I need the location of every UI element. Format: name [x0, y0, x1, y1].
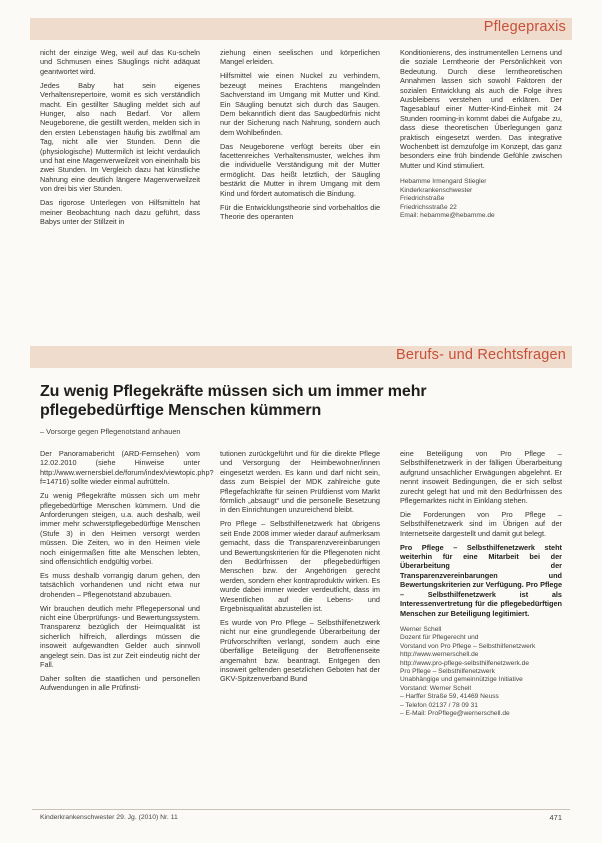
contact-line: Pro Pflege – Selbsthilfenetzwerk: [400, 667, 495, 675]
paragraph: Konditionierens, des instrumentellen Lernens und die soziale Lerntheorie der Persönlichkeit von Bedeutung. Durch diese lerntheoretischen Annahmen lassen sich sowohl Faktoren der sozialen Entwicklung als auch die Folge ihres Ausbleibens verstehen und erklären. Der Tagesablauf einer Mutter-Kind-Einheit mit 24 Stunden rooming-in kommt dabei die Aufgabe zu, dass diese theoretischen Überlegungen ganz praktisch eingesetzt werden. Das integrative Wochenbett ist demzufolge im Konzept, das ganz besonders eine früh bindende Gefühle zwischen Mutter und Kind stimuliert.: [400, 48, 562, 170]
headline-line: pflegebedürftige Menschen kümmern: [40, 402, 322, 419]
article-column-3: [400, 449, 562, 718]
section-header-band-top: [30, 18, 572, 40]
top-column-2: [220, 48, 380, 226]
article-subline: – Vorsorge gegen Pflegenotstand anhauen: [40, 427, 181, 436]
address-line: Friedrichsstraße 22: [400, 203, 457, 211]
paragraph: Zu wenig Pflegekräfte müssen sich um mehr pflegebedürftige Menschen kümmern. Und die Anforderungen steigen, u.a. auch deshalb, weil immer mehr schwerstpflegebedürftige Menschen (Stufe 3) in den Heimen versorgt werden müssen. Die Zeiten, wo in den Heimen viele noch einigermaßen fitte alte Menschen lebten, sind offensichtlich endgültig vorbei.: [40, 491, 200, 566]
paragraph-emphasis: Pro Pflege – Selbsthilfenetzwerk steht weiterhin für eine Mitarbeit bei der Überarbeitung der Transparenzvereinbarungen und Bewertungskriterien zur Verfügung. Pro Pflege – Selbsthilfenetzwerk ist als Interessenvertretung für die pflegebedürftigen Menschen zur Beteiligung legitimiert.: [400, 542, 562, 618]
contact-line: Werner Schell: [400, 625, 442, 633]
section-title-top: Pflegepraxis: [483, 19, 566, 35]
contact-line: Dozent für Pflegerecht und: [400, 634, 479, 642]
paragraph: Das rigorose Unterlegen von Hilfsmitteln hat meiner Beobachtung nach dazu geführt, dass Babys unter der Stillzeit in: [40, 198, 200, 226]
top-column-1: [40, 48, 200, 231]
journal-citation: Kinderkrankenschwester 29. Jg. (2010) Nr. 11: [40, 814, 178, 821]
paragraph: Es muss deshalb vorrangig darum gehen, den tatsächlich vorhandenen und nicht etwa nur drohenden – Pflegenotstand abzubauen.: [40, 570, 200, 599]
contact-line: – Telefon 02137 / 78 09 31: [400, 701, 478, 709]
paragraph: Die Forderungen von Pro Pflege – Selbsthilfenetzwerk sind im Übrigen auf der Internetseite dargestellt und damit gut belegt.: [400, 509, 562, 538]
contact-line: Unabhängige und gemeinnützige Initiative: [400, 676, 523, 684]
paragraph: nicht der einzige Weg, weil auf das Ku-scheln und Schmusen eines Säuglings nicht adäquat geantwortet wird.: [40, 48, 200, 76]
article-headline: [40, 382, 560, 420]
paragraph: Das Neugeborene verfügt bereits über ein facettenreiches Verhaltensmuster, welches ihm die individuelle Verständigung mit der Mutter ermöglicht. Das heißt letztlich, der Säugling bestärkt die Mutter in ihrem Umgang mit dem Kind und fördert automatisch die Bindung.: [220, 141, 380, 198]
paragraph: Jedes Baby hat sein eigenes Verhaltensrepertoire, womit es sich verständlich macht. Ein gestillter Säugling meldet sich auf Hunger, also nach Bedarf. Vor allem Neugeborene, die gestillt werden, melden sich in den ersten Lebenstagen häufig bis zwölfmal am Tag, nicht alle vier Stunden. Denn die (physiologische) Muttermilch ist leicht verdaulich und hat eine Magenverweilzeit von eineinhalb bis zwei Stunden. Im Vergleich dazu hat künstliche Nahrung eine deutlich längere Magenverweilzeit von drei bis vier Stunden.: [40, 80, 200, 194]
paragraph: ziehung einen seelischen und körperlichen Mangel erleiden.: [220, 48, 380, 67]
paragraph: Hilfsmittel wie einen Nuckel zu verhindern, bezeugt meines Erachtens mangelnden Sachverstand im Umgang mit Mutter und Kind. Ein Säugling benutzt sich durch das Saugen. Dem bekanntlich dient das Saugbedürfnis nicht nur der Sicherung nach Nahrung, sondern auch dem Wohlbefinden.: [220, 71, 380, 137]
address-line: Kinderkrankenschwester: [400, 186, 473, 194]
contact-link[interactable]: http://www.pro-pflege-selbsthilfenetzwerk.de: [400, 659, 530, 667]
contact-link[interactable]: – E-Mail: ProPflege@wernerschell.de: [400, 709, 510, 717]
author-contact: [400, 626, 562, 718]
paragraph: tutionen zurückgeführt und für die direkte Pflege und Versorgung der Heimbewohner/innen eingesetzt werden. Es kann und darf nicht sein, dass zum Beispiel der MDK zahlreiche gute Pflegefachkräfte für seinen Prüfdienst vom Markt förmlich „absaugt“ und die personelle Besetzung in den Einrichtungen unzureichend bleibt.: [220, 449, 380, 515]
address-line: Friedrichstraße: [400, 195, 445, 203]
footer-divider: [32, 809, 570, 810]
paragraph: Daher sollten die staatlichen und personellen Aufwendungen in alle Prüfinsti-: [40, 673, 200, 693]
contact-line: – Harffer Straße 59, 41469 Neuss: [400, 693, 499, 701]
headline-line: Zu wenig Pflegekräfte müssen sich um immer mehr: [40, 383, 427, 400]
section-title-bottom: Berufs- und Rechtsfragen: [395, 347, 566, 363]
paragraph: Es wurde von Pro Pflege – Selbsthilfenetzwerk nicht nur eine grundlegende Überarbeitung der Prüfvorschriften verlangt, sondern auch eine überfällige Beteiligung der Betroffenenseite angemahnt bzw. beantragt. Entgegen den insoweit geltenden gesetzlichen Geboten hat der GKV-Spitzenverband Bund: [220, 617, 380, 684]
paragraph: Der Panoramabericht (ARD-Fernsehen) vom 12.02.2010 (siehe Hinweise unter http://www.wernersbiel.de/forum/index/viewtopic.php?f=14716) sollte wieder einmal aufrütteln.: [40, 449, 214, 487]
paragraph: Pro Pflege – Selbsthilfenetzwerk hat übrigens seit Ende 2008 immer wieder darauf aufmerksam gemacht, dass die Transparenzvereinbarungen und Bewertungskriterien für die Pflegenoten nicht den Bedürfnissen der pflegebedürftigen Menschen bzw. der Angehörigen gerecht werden, sondern eher kontraproduktiv wirken. Es wurde dabei immer wieder verdeutlicht, dass im Wesentlichen auf die Lebens- und Ergebnisqualität abzustellen ist.: [220, 519, 380, 613]
page-number: 471: [549, 813, 562, 822]
address-line: Email: hebamme@hebamme.de: [400, 211, 495, 219]
address-line: Hebamme Irmengard Stiegler: [400, 178, 487, 186]
paragraph: eine Beteiligung von Pro Pflege – Selbsthilfenetzwerk in der fälligen Überarbeitung aufgrund unsachlicher Erwägungen abgelehnt. Er nennt insoweit Bedingungen, die er sich selbst zurecht gelegt hat und mit den Bedürfnissen des Pflegemarktes nicht in Einklang stehen.: [400, 449, 562, 506]
paragraph: Wir brauchen deutlich mehr Pflegepersonal und nicht eine Überprüfungs- und Bewertungssystem. Transparenz bezüglich der Heimqualität ist sicherlich hilfreich, allerdings müssen die insoweit aufgewandten Gelder auch sinnvoll angelegt sein. Das ist zur Zeit eindeutig nicht der Fall.: [40, 603, 200, 670]
contact-line: Vorstand von Pro Pflege – Selbsthilfenetzwerk: [400, 642, 536, 650]
article-column-2: [220, 449, 380, 688]
top-column-3: [400, 48, 562, 220]
contact-link[interactable]: http://www.wernerschell.de: [400, 651, 479, 659]
paragraph: Für die Entwicklungstheorie sind vorbehaltlos die Theorie des operanten: [220, 202, 380, 221]
contact-line: Vorstand: Werner Schell: [400, 684, 471, 692]
article-column-1: [40, 449, 214, 697]
section-header-band-bottom: [30, 346, 572, 368]
author-address: [400, 178, 562, 220]
